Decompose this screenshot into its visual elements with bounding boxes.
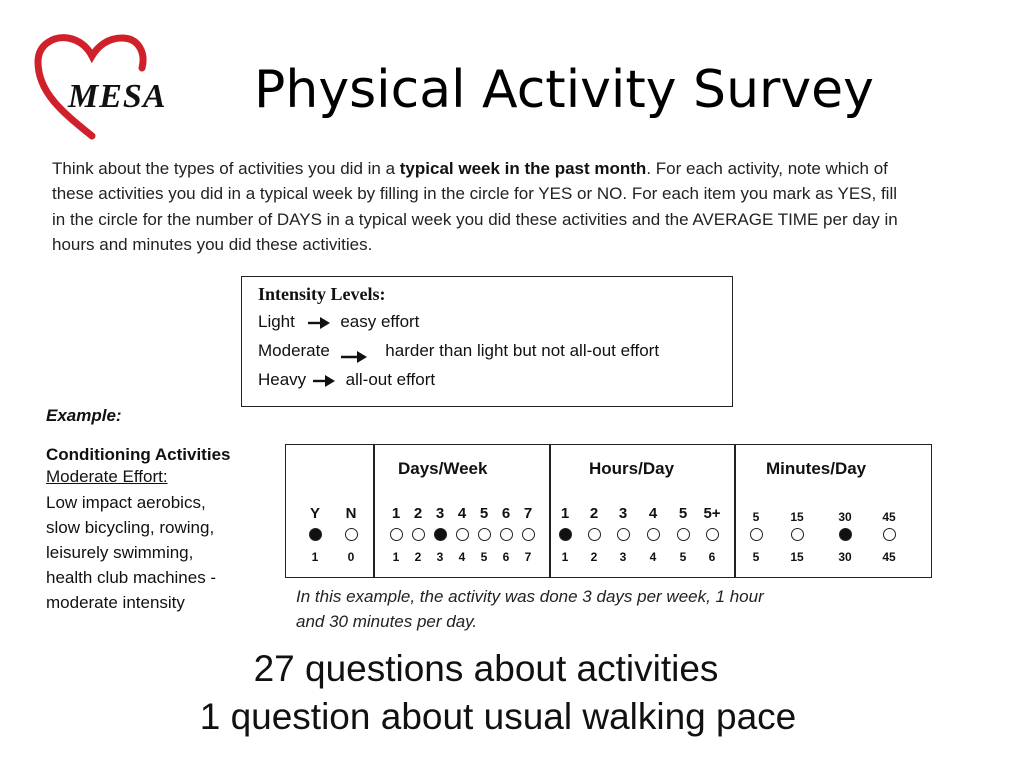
- minutes-day-header: Minutes/Day: [766, 459, 867, 478]
- minutes-option-value: 30: [838, 550, 852, 564]
- activity-example-line: health club machines -: [46, 568, 217, 587]
- minutes-option-label: 30: [838, 510, 852, 524]
- hours-option-value: 3: [619, 550, 627, 564]
- example-note-line: In this example, the activity was done 3 days per week, 1 hour: [296, 587, 764, 606]
- yes_no-option-value: 1: [311, 550, 319, 564]
- intensity-level-light: [258, 312, 419, 332]
- minutes-option-circle[interactable]: [839, 528, 852, 541]
- days-option-circle[interactable]: [390, 528, 403, 541]
- hours-option-circle[interactable]: [677, 528, 690, 541]
- activity-example-line: moderate intensity: [46, 593, 185, 612]
- level-name: Moderate: [258, 341, 330, 360]
- days-option-value: 3: [436, 550, 444, 564]
- arrow-right-icon: [313, 374, 335, 388]
- hours-day-header: Hours/Day: [589, 459, 675, 478]
- level-name: Light: [258, 312, 295, 331]
- activity-examples: [46, 490, 216, 615]
- minutes-option-label: 5: [752, 510, 760, 524]
- intensity-level-moderate: [258, 341, 659, 361]
- days-option-label: 7: [523, 505, 533, 522]
- hours-option-label: 3: [618, 505, 628, 522]
- hours-option-value: 5: [679, 550, 687, 564]
- days-option-label: 2: [413, 505, 423, 522]
- activity-example-line: leisurely swimming,: [46, 543, 194, 562]
- level-desc: all-out effort: [345, 370, 436, 389]
- yes_no-option-label: Y: [309, 505, 320, 522]
- hours-option-label: 2: [589, 505, 599, 522]
- days-option-value: 1: [392, 550, 400, 564]
- activity-category: Conditioning Activities: [46, 445, 231, 464]
- hours-option-circle[interactable]: [559, 528, 572, 541]
- minutes-option-circle[interactable]: [791, 528, 804, 541]
- days-option-label: 6: [501, 505, 511, 522]
- days-option-label: 3: [435, 505, 445, 522]
- grid-divider: [734, 444, 736, 578]
- page-title: Physical Activity Survey: [254, 60, 874, 120]
- hours-option-circle[interactable]: [617, 528, 630, 541]
- grid-divider: [373, 444, 375, 578]
- days-option-circle[interactable]: [434, 528, 447, 541]
- yes_no-option-value: 0: [347, 550, 355, 564]
- arrow-right-icon: [341, 350, 367, 364]
- intro-text-1: Think about the types of activities you did in a: [52, 159, 400, 178]
- minutes-option-value: 45: [882, 550, 896, 564]
- days-week-header: Days/Week: [398, 459, 488, 478]
- minutes-option-label: 15: [790, 510, 804, 524]
- logo-text: MESA: [68, 78, 167, 115]
- example-note-line: and 30 minutes per day.: [296, 612, 478, 631]
- yes_no-option-circle[interactable]: [345, 528, 358, 541]
- days-option-value: 2: [414, 550, 422, 564]
- intro-paragraph: [52, 156, 912, 258]
- days-option-value: 4: [458, 550, 466, 564]
- yes_no-option-circle[interactable]: [309, 528, 322, 541]
- minutes-option-circle[interactable]: [750, 528, 763, 541]
- level-desc: harder than light but not all-out effort: [385, 341, 660, 360]
- hours-option-circle[interactable]: [706, 528, 719, 541]
- days-option-label: 1: [391, 505, 401, 522]
- arrow-right-icon: [308, 316, 330, 330]
- days-option-circle[interactable]: [522, 528, 535, 541]
- example-label: Example:: [46, 406, 122, 425]
- days-option-value: 6: [502, 550, 510, 564]
- mesa-logo: [32, 32, 212, 142]
- days-option-label: 5: [479, 505, 489, 522]
- days-option-value: 5: [480, 550, 488, 564]
- hours-option-label: 1: [560, 505, 570, 522]
- minutes-option-label: 45: [882, 510, 896, 524]
- hours-option-circle[interactable]: [588, 528, 601, 541]
- level-name: Heavy: [258, 370, 307, 389]
- activity-example-line: Low impact aerobics,: [46, 493, 206, 512]
- level-desc: easy effort: [340, 312, 420, 331]
- hours-option-value: 6: [708, 550, 716, 564]
- days-option-circle[interactable]: [500, 528, 513, 541]
- hours-option-value: 4: [649, 550, 657, 564]
- hours-option-label: 5: [678, 505, 688, 522]
- days-option-circle[interactable]: [412, 528, 425, 541]
- intensity-heading: Intensity Levels:: [258, 284, 386, 304]
- intro-emphasis: typical week in the past month: [399, 159, 647, 178]
- hours-option-value: 1: [561, 550, 569, 564]
- hours-option-label: 5+: [703, 505, 721, 522]
- footer-line: 1 question about usual walking pace: [199, 696, 797, 737]
- yes_no-option-label: N: [345, 505, 357, 522]
- hours-option-circle[interactable]: [647, 528, 660, 541]
- hours-option-label: 4: [648, 505, 658, 522]
- minutes-option-circle[interactable]: [883, 528, 896, 541]
- minutes-option-value: 5: [752, 550, 760, 564]
- days-option-circle[interactable]: [478, 528, 491, 541]
- hours-option-value: 2: [590, 550, 598, 564]
- example-note: [296, 584, 764, 634]
- days-option-value: 7: [524, 550, 532, 564]
- activity-effort: Moderate Effort:: [46, 467, 168, 486]
- activity-example-line: slow bicycling, rowing,: [46, 518, 215, 537]
- intro-text-2: . For each activity, note which of these activities you did in a typical week by filling in the circle for YES or NO. For each item you mark as YES, fill in the circle for the number of DAYS in a typical week you did these activities and the AVERAGE TIME per day in hours and minutes you did these activities.: [52, 159, 898, 255]
- footer-line: 27 questions about activities: [253, 648, 719, 689]
- days-option-circle[interactable]: [456, 528, 469, 541]
- minutes-option-value: 15: [790, 550, 804, 564]
- days-option-label: 4: [457, 505, 467, 522]
- intensity-level-heavy: [258, 370, 435, 390]
